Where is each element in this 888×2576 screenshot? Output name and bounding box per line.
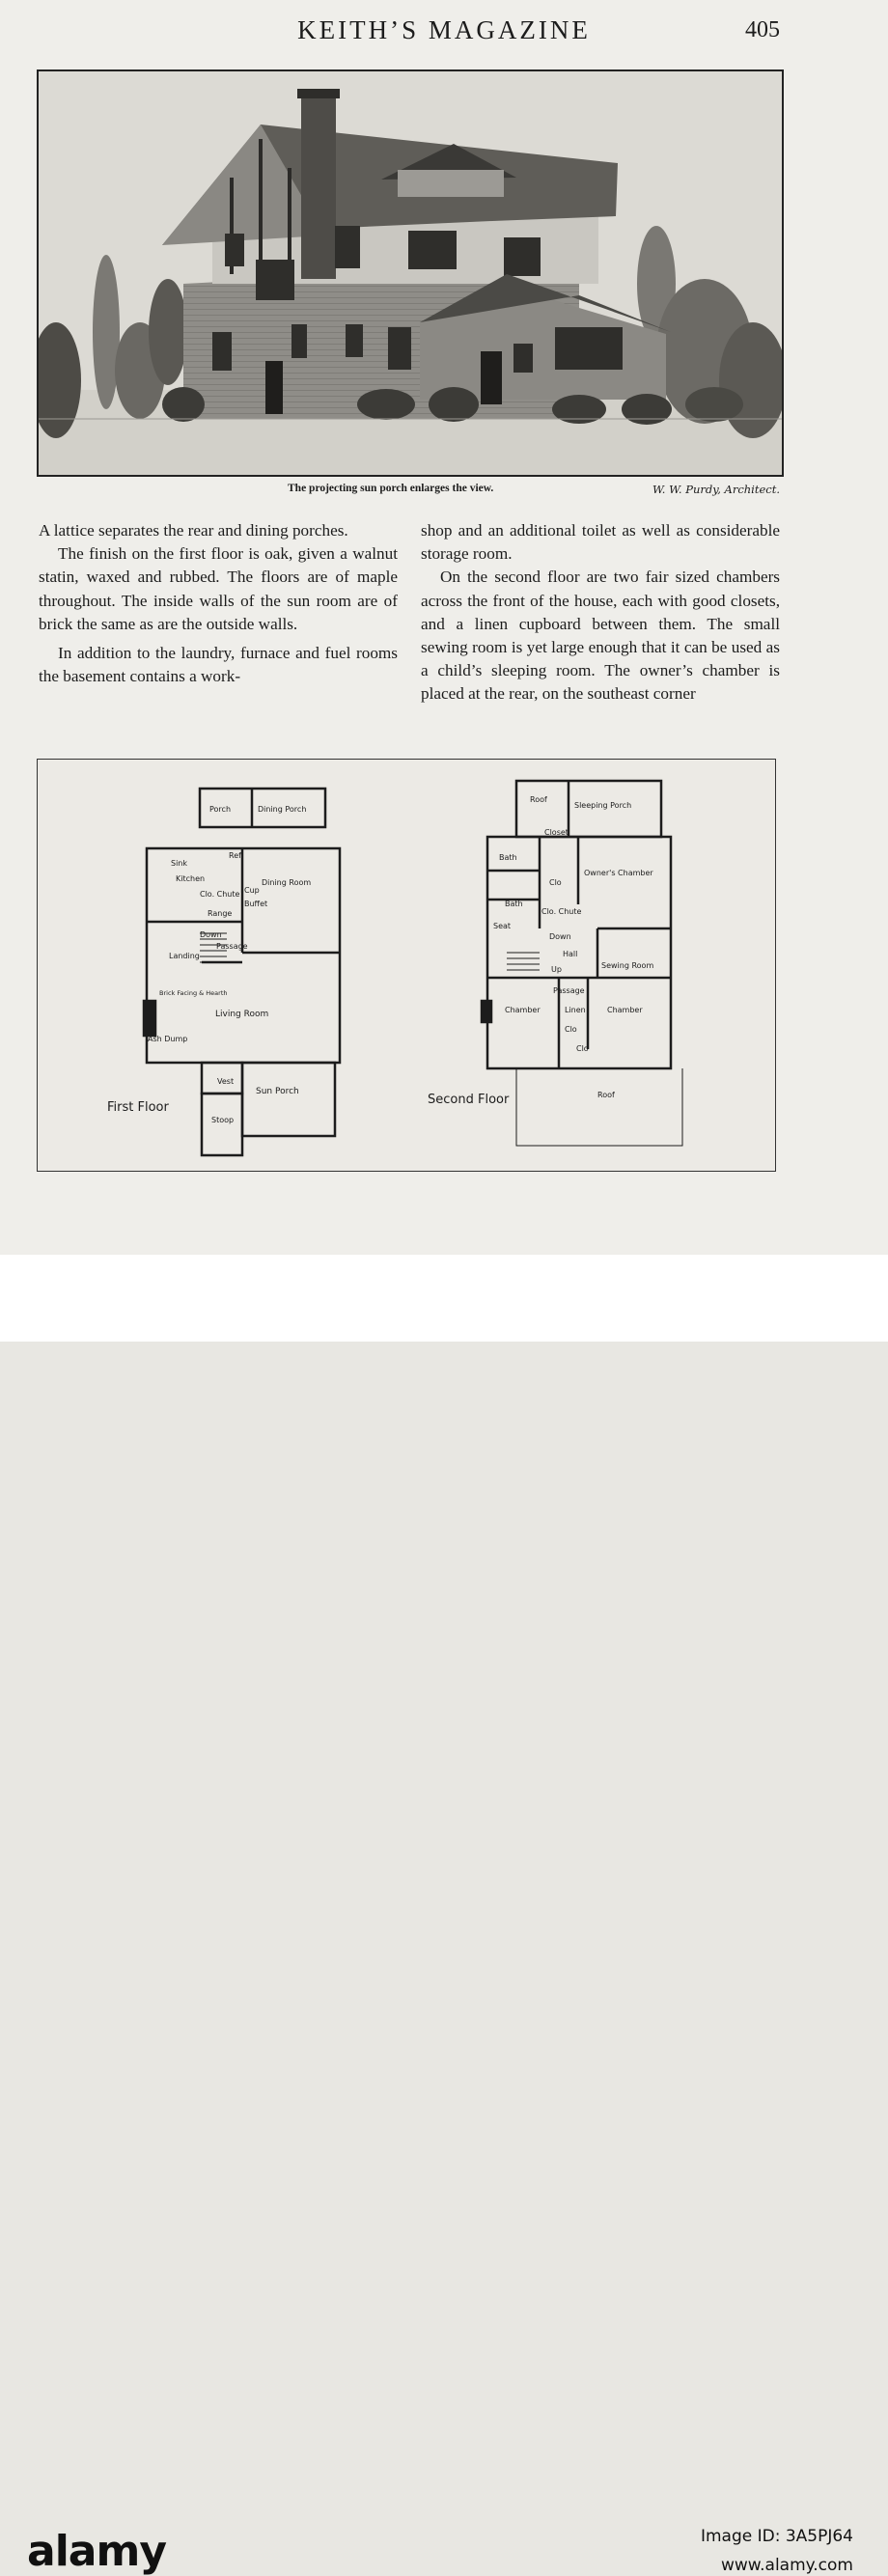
clo-chute-2-label: Clo. Chute bbox=[541, 907, 582, 916]
stock-footer bbox=[0, 1255, 888, 2576]
sink-label: Sink bbox=[171, 859, 188, 868]
porch-label: Porch bbox=[209, 805, 232, 814]
photo-caption: The projecting sun porch enlarges the view. bbox=[288, 483, 494, 494]
bath-1-label: Bath bbox=[499, 853, 517, 862]
house-illustration bbox=[37, 69, 784, 477]
clo-2-label: Clo bbox=[565, 1025, 577, 1034]
article-left-column bbox=[39, 519, 398, 688]
clo-1-label: Clo bbox=[549, 878, 562, 887]
clo-chute-label: Clo. Chute bbox=[200, 890, 240, 899]
kitchen-label: Kitchen bbox=[176, 874, 206, 883]
paragraph: The finish on the first floor is oak, given a walnut statin, waxed and rubbed. The floors are of maple throughout. The inside walls of the sun room are of brick the same as are the outside walls. bbox=[39, 544, 398, 633]
landing-label: Landing bbox=[169, 952, 200, 960]
sleeping-porch-label: Sleeping Porch bbox=[574, 801, 632, 810]
dining-porch-label: Dining Porch bbox=[258, 805, 307, 814]
paragraph: In addition to the laundry, furnace and fuel rooms the basement contains a work- bbox=[39, 644, 398, 686]
buffet-label: Buffet bbox=[244, 900, 268, 908]
hall-label: Hall bbox=[563, 950, 578, 958]
sun-porch-label: Sun Porch bbox=[256, 1087, 299, 1096]
range-label: Range bbox=[208, 909, 233, 918]
linen-label: Linen bbox=[565, 1006, 586, 1014]
paragraph: shop and an additional toilet as well as considerable storage room. bbox=[421, 521, 780, 564]
vest-label: Vest bbox=[217, 1077, 235, 1086]
second-floor-title: Second Floor bbox=[428, 1093, 510, 1107]
floor-plans bbox=[37, 759, 776, 1172]
clo-3-label: Clo bbox=[576, 1044, 589, 1053]
down-2-label: Down bbox=[549, 932, 571, 941]
ash-dump-label: Ash Dump bbox=[148, 1035, 188, 1043]
magazine-title: KEITH’S MAGAZINE bbox=[297, 15, 591, 44]
roof-top-label: Roof bbox=[530, 795, 547, 804]
first-floor-title: First Floor bbox=[107, 1100, 169, 1115]
paragraph: A lattice separates the rear and dining porches. bbox=[39, 521, 348, 540]
passage-label: Passage bbox=[216, 942, 248, 951]
paragraph: On the second floor are two fair sized chambers across the front of the house, each with good closets, and a linen cupboard between them. The small sewing room is yet large enough that it can be used as a child’s sleeping room. The owner’s chamber is placed at the rear, on the southeast corner bbox=[421, 568, 780, 704]
roof-bottom-label: Roof bbox=[597, 1091, 615, 1099]
cup-label: Cup bbox=[244, 886, 260, 895]
closet-label: Closet bbox=[544, 828, 569, 837]
brick-facing-label: Brick Facing & Hearth bbox=[159, 989, 228, 997]
stoop-label: Stoop bbox=[211, 1116, 235, 1124]
chamber-right-label: Chamber bbox=[607, 1006, 643, 1014]
seat-label: Seat bbox=[493, 922, 512, 930]
sewing-room-label: Sewing Room bbox=[601, 961, 654, 970]
alamy-logo: alamy bbox=[27, 2527, 166, 2576]
ref-label: Ref bbox=[229, 851, 241, 860]
down-label: Down bbox=[200, 930, 222, 939]
page-number: 405 bbox=[745, 17, 780, 42]
living-room-label: Living Room bbox=[215, 1010, 269, 1019]
bath-2-label: Bath bbox=[505, 900, 523, 908]
floor-plan-drawing bbox=[38, 760, 775, 1171]
dining-room-label: Dining Room bbox=[262, 878, 312, 887]
image-id: Image ID: 3A5PJ64 bbox=[700, 2527, 853, 2546]
architect-credit: W. W. Purdy, Architect. bbox=[652, 483, 780, 496]
owners-chamber-label: Owner's Chamber bbox=[584, 869, 653, 877]
chamber-left-label: Chamber bbox=[505, 1006, 541, 1014]
stock-url: www.alamy.com bbox=[720, 2556, 853, 2575]
passage-2-label: Passage bbox=[553, 986, 585, 995]
article-right-column bbox=[421, 519, 780, 706]
house-drawing bbox=[39, 71, 782, 475]
magazine-page bbox=[0, 0, 888, 1255]
up-label: Up bbox=[551, 965, 562, 974]
